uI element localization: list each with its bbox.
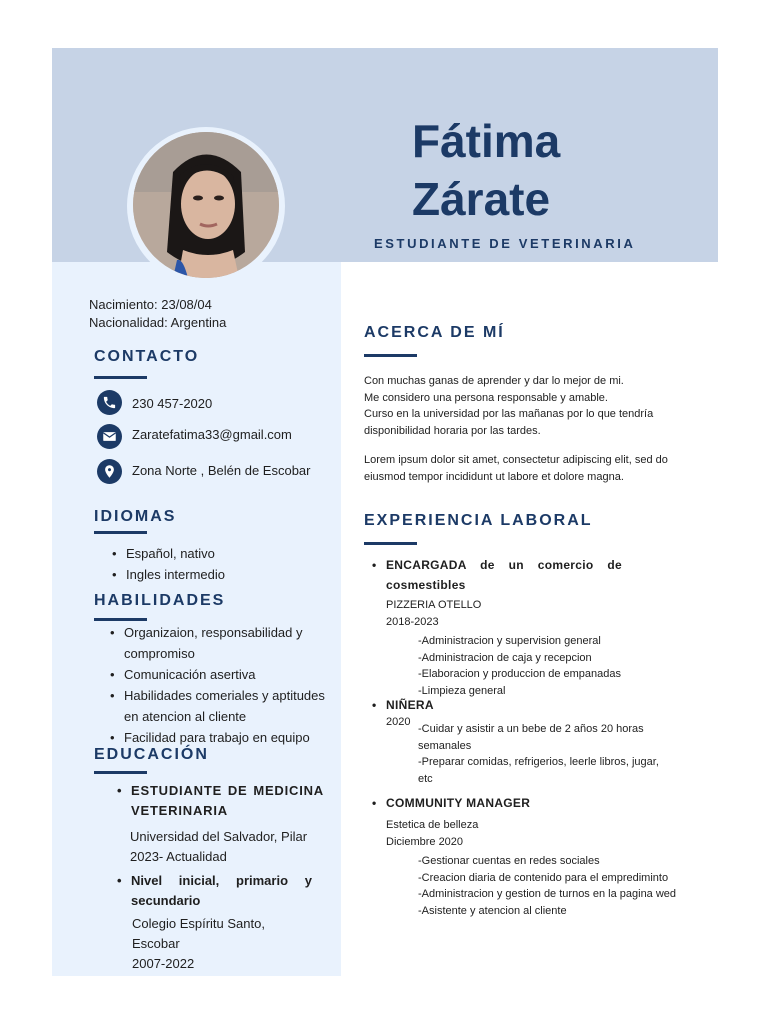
about-line: Curso en la universidad por las mañanas por lo que tendría disponibilidad horaria por las tardes. [364,408,654,437]
email-link[interactable]: Zaratefatima33@gmail.com [132,427,292,442]
task: -Asistente y atencion al cliente [418,904,567,917]
list-item: • Facilidad para trabajo en equipo [108,727,338,748]
job-item: • ENCARGADA de un comercio de cosmestibles PIZZERIA OTELLO 2018-2023 -Administracion y supervision general -Administracion de caja y recepcion -Elaboracion y produccion de empanadas -Limpieza general [372,555,622,699]
education-rule [94,771,147,774]
task: -Cuidar y asistir a un bebe de 2 años 20 horas semanales [418,723,644,752]
task: -Preparar comidas, refrigerios, leerle libros, jugar, etc [418,756,659,785]
task: -Administracion de caja y recepcion [418,651,592,664]
education-item: • ESTUDIANTE DE MEDICINA VETERINARIA Universidad del Salvador, Pilar 2023- Actualidad [117,781,324,867]
task: -Administracion y gestion de turnos en la pagina wed [418,888,677,900]
experience-rule [364,542,417,545]
job-item: • COMMUNITY MANAGER Estetica de belleza Diciembre 2020 -Gestionar cuentas en redes sociales -Creacion diaria de contenido para el emprediminto -Administracion y gestion de turnos en la pagina wed -Asistente y atencion al cliente [372,794,692,919]
years: 2020 [386,716,411,728]
education-item: • Nivel inicial, primario y secundario Colegio Espíritu Santo, Escobar 2007-2022 [117,871,312,974]
skills-title: HABILIDADES [94,592,226,609]
task-list [372,853,698,919]
languages-title: IDIOMAS [94,508,177,525]
mail-icon [97,424,122,449]
contact-rule [94,376,147,379]
task: -Creacion diaria de contenido para el emprediminto [418,871,669,884]
about-title: ACERCA DE MÍ [364,324,505,341]
about-line: Con muchas ganas de aprender y dar lo mejor de mi. [364,375,624,387]
phone-number[interactable]: 230 457-2020 [132,396,213,411]
list-item: • Organizaion, responsabilidad y compromiso [108,622,338,664]
job-title: COMMUNITY MANAGER [386,796,531,810]
task: -Gestionar cuentas en redes sociales [418,855,600,867]
list-item: • Habilidades comeriales y aptitudes en atencion al cliente [108,685,338,727]
education-title: EDUCACIÓN [94,746,209,763]
task-list [372,633,718,699]
contact-title: CONTACTO [94,348,200,365]
nationality: Nacionalidad: Argentina [89,315,227,330]
degree: Nivel inicial, primario y secundario [131,873,312,908]
task: -Elaboracion y produccion de empanadas [418,668,622,680]
job-title: NIÑERA [386,698,434,712]
years: 2007-2022 [132,956,195,971]
company: Estetica de belleza [386,819,479,831]
company: PIZZERIA OTELLO [386,599,482,611]
skills-list [108,622,338,748]
task-list [418,721,668,787]
address: Zona Norte , Belén de Escobar [132,463,311,478]
list-item: • Ingles intermedio [110,564,330,585]
task: -Limpieza general [418,684,506,697]
about-line: Me considero una persona responsable y amable. [364,391,608,404]
degree: ESTUDIANTE DE MEDICINA VETERINARIA [131,783,324,818]
about-rule [364,354,417,357]
list-item: • Español, nativo [110,543,330,564]
job-item: • NIÑERA 2020 -Cuidar y asistir a un bebe de 2 años 20 horas semanales -Preparar comidas, refrigerios, leerle libros, jugar, etc [372,696,672,731]
languages-list [110,543,330,585]
years: 2023- Actualidad [130,849,227,864]
lorem-text: Lorem ipsum dolor sit amet, consectetur adipiscing elit, sed do eiusmod tempor incididunt ut labore et dolore magna. [364,454,668,483]
phone-icon [97,390,122,415]
years: 2018-2023 [386,615,439,628]
about-text [364,373,674,485]
school: Colegio Espíritu Santo, Escobar [132,916,265,951]
first-name: Fátima [412,115,561,167]
profile-photo [133,132,279,278]
school: Universidad del Salvador, Pilar [130,829,308,844]
experience-title: EXPERIENCIA LABORAL [364,512,593,529]
last-name: Zárate [412,173,551,225]
list-item: • Comunicación asertiva [108,664,338,685]
languages-rule [94,531,147,534]
skills-rule [94,618,147,621]
task: -Administracion y supervision general [418,635,601,647]
location-pin-icon [97,459,122,484]
full-name [412,112,560,228]
birth-date: Nacimiento: 23/08/04 [89,297,212,312]
subtitle: ESTUDIANTE DE VETERINARIA [374,236,636,251]
years: Diciembre 2020 [386,835,464,848]
job-title: ENCARGADA de un comercio de cosmestibles [386,558,622,592]
